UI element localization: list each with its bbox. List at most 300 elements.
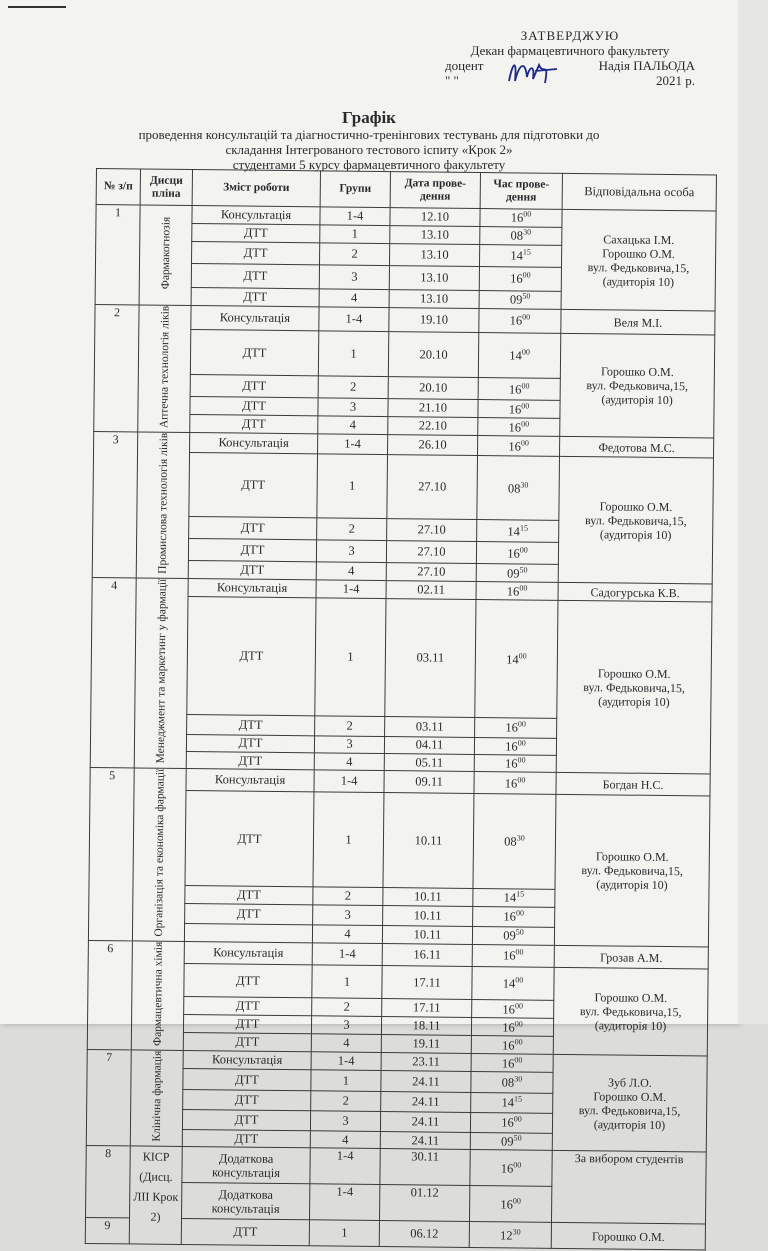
date-cell: 30.11 [380, 1149, 470, 1186]
responsible-person: За вибором студентів [574, 1151, 684, 1167]
time-cell [475, 717, 557, 738]
discipline-cell: КІСР (Дисц. ЛІІ Крок 2) [129, 1146, 182, 1245]
time-cell [476, 564, 558, 583]
responsible-person: Веля М.І. [613, 314, 663, 330]
time-hour: 08 [510, 228, 524, 244]
work-cell: Додаткова консультація [182, 1147, 310, 1184]
responsible-cell [561, 309, 715, 335]
date-cell: 19.10 [389, 308, 479, 333]
doc-subtitle-2: складання Інтегрованого тестового іспиту «Крок 2» [225, 142, 513, 157]
time-hour: 14 [503, 890, 517, 906]
work-cell: ДТТ [183, 1089, 311, 1110]
group-cell: 1 [317, 454, 388, 519]
time-cell [469, 1186, 551, 1223]
time-cell [478, 436, 560, 457]
time-cell [478, 400, 560, 419]
responsible-cell [558, 457, 713, 585]
date-cell: 09.11 [384, 771, 474, 794]
group-cell: 1 [311, 1070, 381, 1091]
group-cell: 1-4 [314, 770, 384, 793]
work-cell: ДТТ [192, 224, 320, 243]
time-min: 00 [517, 719, 526, 729]
dean-title: Декан фармацевтичного факультету [470, 43, 670, 58]
date-cell: 24.11 [380, 1131, 470, 1149]
responsible-cell [561, 209, 716, 311]
work-cell: ДТТ [181, 1219, 309, 1246]
time-cell [480, 227, 562, 246]
time-hour: 16 [501, 1115, 514, 1130]
work-cell: Консультація [186, 769, 314, 792]
time-min: 00 [513, 1114, 522, 1124]
time-min: 00 [522, 270, 531, 280]
responsible-person-2: Горошко О.М. [599, 499, 673, 515]
work-cell: ДТТ [190, 415, 318, 434]
responsible-cell [558, 583, 712, 603]
time-min: 15 [516, 889, 525, 900]
time-min: 50 [515, 927, 524, 938]
responsible-address: вул. Федьковича,15, [587, 259, 690, 275]
work-cell: ДТТ [185, 904, 313, 925]
group-cell: 1-4 [316, 580, 386, 599]
group-cell: 3 [319, 265, 389, 290]
time-min: 00 [512, 1196, 522, 1206]
time-min: 00 [514, 1055, 523, 1065]
date-cell: 02.11 [386, 581, 476, 600]
discipline-cell [132, 768, 186, 941]
time-hour: 16 [508, 382, 522, 397]
responsible-room: (аудиторія 10) [599, 527, 672, 542]
table-row [86, 1146, 706, 1188]
time-hour: 16 [502, 1038, 515, 1053]
responsible-room: (аудиторія 10) [596, 877, 668, 893]
time-cell [476, 582, 558, 601]
group-cell: 3 [316, 540, 386, 563]
discipline-name: Фармацевтична хімія [151, 941, 165, 1047]
group-cell: 1-4 [309, 1184, 379, 1221]
col-date: Дата прове-дення [390, 172, 480, 209]
time-hour: 16 [507, 546, 520, 561]
time-cell [472, 967, 554, 1001]
dean-position: доцент [445, 58, 484, 73]
date-cell: 01.12 [379, 1185, 469, 1222]
discipline-name: Організація та економіка фармації [152, 768, 167, 937]
group-cell: 3 [314, 736, 384, 754]
date-cell: 10.11 [383, 906, 473, 927]
signature [505, 55, 560, 87]
responsible-person: Федотова М.С. [598, 440, 675, 455]
responsible-address: вул. Федьковича,15, [578, 1102, 681, 1118]
group-cell: 1-4 [318, 434, 388, 455]
group-cell: 4 [311, 1034, 381, 1053]
date-cell: 12.10 [390, 208, 480, 227]
work-cell: Консультація [183, 1051, 311, 1070]
group-cell: 1-4 [312, 943, 382, 966]
responsible-person-2: Горошко О.М. [597, 666, 671, 681]
responsible-cell [551, 1223, 705, 1251]
time-cell [479, 291, 561, 310]
group-cell: 4 [314, 753, 384, 771]
time-min: 50 [513, 1133, 522, 1143]
work-cell: ДТТ [182, 1129, 310, 1148]
group-cell: 4 [319, 289, 389, 308]
date-quote: " " [445, 73, 459, 88]
responsible-address: вул. Федьковича,15, [579, 1004, 682, 1020]
discipline-cell [131, 941, 184, 1051]
work-cell: ДТТ [185, 886, 313, 905]
work-cell: Консультація [188, 579, 316, 598]
work-cell: ДТТ [184, 964, 312, 999]
responsible-person-2: Горошко О.М. [593, 1089, 667, 1104]
time-cell [480, 209, 562, 228]
group-cell: 2 [315, 716, 385, 737]
time-min: 00 [514, 1019, 523, 1029]
approval-block [445, 28, 695, 88]
discipline-cell [138, 305, 191, 433]
time-min: 00 [523, 209, 532, 219]
group-cell: 4 [316, 562, 386, 581]
responsible-cell [556, 772, 710, 796]
time-min: 00 [513, 1160, 522, 1170]
group-cell: 2 [311, 1090, 381, 1111]
group-cell: 4 [310, 1131, 380, 1149]
group-cell: 2 [318, 376, 388, 399]
responsible-cell [554, 945, 708, 969]
time-cell [471, 1054, 553, 1073]
time-min: 30 [523, 227, 532, 237]
time-cell [478, 333, 560, 379]
work-cell: Консультація [192, 206, 320, 225]
col-num: № з/п [96, 169, 140, 205]
time-min: 00 [514, 1001, 524, 1011]
time-hour: 16 [502, 948, 516, 964]
date-cell: 13.10 [390, 226, 480, 245]
date-cell: 27.10 [386, 563, 476, 582]
doc-title: Графік [342, 108, 396, 127]
time-cell [479, 245, 561, 268]
row-number: 4 [90, 578, 136, 768]
time-hour: 14 [509, 348, 522, 363]
responsible-cell [552, 1055, 707, 1153]
time-cell [471, 1018, 553, 1037]
discipline-cell [136, 432, 190, 579]
time-cell [477, 520, 559, 543]
time-min: 30 [512, 1227, 521, 1237]
work-cell: ДТТ [188, 561, 316, 580]
col-time: Час прове-дення [480, 173, 562, 210]
group-cell: 1 [312, 965, 382, 999]
group-cell: 2 [317, 518, 387, 541]
approval-year: 2021 р. [656, 73, 695, 88]
time-hour: 09 [503, 928, 516, 944]
responsible-person-2: Горошко О.М. [594, 990, 668, 1006]
doc-subtitle-1: проведення консультацій та діагностично-тренінгових тестувань для підготовки до [138, 127, 600, 142]
time-hour: 16 [504, 776, 518, 791]
time-min: 00 [518, 651, 527, 661]
time-hour: 16 [504, 756, 518, 771]
time-cell [479, 309, 561, 334]
date-cell: 03.11 [385, 716, 475, 737]
time-hour: 16 [500, 1161, 514, 1176]
col-responsible: Відповідальна особа [562, 173, 716, 211]
date-cell: 20.10 [388, 332, 478, 378]
responsible-person-2: Горошко О.М. [595, 849, 669, 865]
time-min: 00 [521, 419, 530, 429]
discipline-cell [130, 1050, 183, 1146]
date-cell: 24.11 [381, 1071, 471, 1092]
work-cell: Консультація [191, 306, 319, 331]
date-cell: 27.10 [386, 541, 476, 564]
group-cell: 4 [312, 925, 382, 944]
time-min: 00 [514, 1037, 523, 1047]
table-row [95, 304, 715, 334]
work-cell: ДТТ [183, 1015, 311, 1034]
work-cell: ДТТ [183, 1033, 311, 1052]
date-cell: 13.10 [389, 290, 479, 309]
responsible-address: вул. Федьковича,15, [586, 378, 689, 394]
row-number: 8 [86, 1146, 131, 1218]
time-min: 00 [522, 312, 531, 322]
time-cell [473, 889, 555, 908]
time-hour: 14 [510, 248, 523, 264]
time-min: 00 [521, 347, 530, 357]
responsible-room: (аудиторія 10) [602, 273, 675, 289]
time-cell [475, 600, 558, 718]
time-min: 50 [519, 565, 528, 575]
work-cell: ДТТ [190, 397, 318, 416]
group-cell: 3 [310, 1111, 380, 1132]
time-hour: 09 [501, 1134, 514, 1149]
responsible-cell [554, 794, 710, 947]
time-cell [470, 1132, 552, 1150]
group-cell: 2 [313, 887, 383, 906]
group-cell: 1-4 [310, 1148, 380, 1185]
date-cell: 13.10 [389, 266, 479, 291]
time-hour: 16 [510, 210, 524, 226]
time-cell [472, 945, 554, 968]
date-cell: 18.11 [381, 1017, 471, 1036]
time-min: 15 [522, 247, 531, 257]
time-min: 00 [515, 975, 524, 985]
time-cell [470, 1112, 552, 1133]
group-cell: 3 [318, 398, 388, 417]
time-cell [474, 737, 556, 755]
group-cell: 2 [312, 998, 382, 1017]
time-min: 00 [519, 545, 528, 555]
date-cell: 04.11 [384, 736, 474, 754]
time-hour: 16 [501, 1056, 515, 1071]
time-hour: 14 [506, 652, 519, 667]
group-cell: 1-4 [311, 1052, 381, 1071]
date-cell: 17.11 [382, 999, 472, 1018]
responsible-person: Горошко О.М. [591, 1229, 665, 1244]
time-hour: 16 [509, 313, 523, 329]
time-hour: 16 [508, 420, 522, 435]
group-cell: 1 [320, 225, 390, 244]
time-cell [473, 794, 556, 890]
time-cell [478, 378, 560, 401]
date-cell: 03.11 [385, 599, 476, 717]
group-cell: 3 [313, 905, 383, 926]
time-hour: 16 [506, 584, 520, 599]
date-cell: 17.11 [382, 966, 472, 1000]
work-cell: Консультація [184, 942, 312, 965]
responsible-cell [551, 1151, 706, 1225]
discipline-name: Фармакогнозія [159, 216, 172, 290]
time-cell [473, 907, 555, 928]
discipline-cell [134, 578, 188, 768]
responsible-person: Богдан Н.С. [602, 776, 664, 792]
time-cell [471, 1092, 553, 1113]
time-cell [471, 1036, 553, 1055]
responsible-cell [556, 601, 712, 774]
row-number: 5 [88, 768, 134, 941]
work-cell [184, 924, 312, 943]
time-hour: 14 [501, 1095, 515, 1110]
group-cell: 1-4 [319, 307, 389, 332]
time-min: 00 [517, 755, 526, 765]
time-hour: 12 [500, 1228, 513, 1243]
responsible-person: Сахацька І.М. [603, 231, 675, 247]
time-hour: 08 [507, 481, 521, 496]
time-min: 50 [522, 291, 531, 301]
doc-subtitle-3: студентами 5 курсу фармацевтичного факультету [232, 157, 506, 172]
time-hour: 16 [502, 1002, 516, 1017]
date-line [445, 73, 695, 88]
time-cell [479, 267, 561, 292]
col-groups: Групи [320, 171, 390, 208]
time-cell [477, 456, 560, 521]
work-cell: ДТТ [182, 1109, 310, 1130]
work-cell: ДТТ [190, 375, 318, 398]
group-cell: 1 [309, 1220, 379, 1247]
time-hour: 09 [506, 566, 520, 581]
work-cell: ДТТ [183, 1069, 311, 1090]
date-cell: 27.10 [387, 455, 478, 520]
group-cell: 4 [318, 416, 388, 435]
responsible-room: (аудиторія 10) [593, 1117, 666, 1132]
time-min: 30 [514, 1074, 523, 1084]
work-cell: ДТТ [186, 734, 314, 752]
time-cell [474, 772, 556, 795]
time-min: 00 [515, 947, 524, 958]
responsible-person-2: Горошко О.М. [602, 245, 676, 261]
time-hour: 08 [501, 1075, 515, 1090]
col-discipline: Дисци пліна [140, 169, 192, 206]
discipline-cell [139, 205, 192, 306]
time-hour: 16 [502, 1020, 515, 1035]
date-cell: 22.10 [388, 417, 478, 436]
time-min: 00 [517, 775, 526, 785]
row-number: 6 [87, 941, 132, 1051]
responsible-address: вул. Федьковича,15, [581, 863, 684, 879]
work-cell: ДТТ [188, 539, 316, 562]
approve-label: ЗАТВЕРДЖУЮ [520, 28, 620, 43]
work-cell: ДТТ [189, 453, 318, 518]
time-cell [478, 418, 560, 437]
time-min: 30 [520, 480, 529, 490]
time-hour: 09 [509, 292, 523, 308]
group-cell: 3 [311, 1016, 381, 1035]
time-min: 15 [513, 1094, 523, 1104]
time-hour: 16 [500, 1197, 513, 1212]
date-cell: 26.10 [388, 435, 478, 456]
date-cell: 16.11 [382, 944, 472, 967]
work-cell: ДТТ [190, 330, 318, 377]
responsible-room: (аудиторія 10) [594, 1018, 667, 1034]
date-cell: 19.11 [381, 1035, 471, 1054]
responsible-cell [553, 967, 708, 1056]
row-number: 7 [86, 1050, 131, 1146]
work-cell: ДТТ [187, 714, 315, 735]
time-min: 00 [521, 401, 530, 411]
time-hour: 16 [505, 720, 518, 735]
discipline-name: Аптечна технологія ліків [157, 305, 172, 429]
time-hour: 08 [504, 834, 517, 849]
responsible-person: Зуб Л.О. [607, 1075, 652, 1090]
discipline-name: Промислова технологія ліків [156, 433, 170, 575]
responsible-person-2: Горошко О.М. [600, 364, 674, 380]
col-work: Зміст роботи [192, 170, 320, 207]
work-cell: ДТТ [191, 264, 319, 289]
time-hour: 14 [502, 976, 516, 991]
time-hour: 16 [503, 909, 517, 925]
time-cell [469, 1222, 551, 1249]
time-cell [471, 1072, 553, 1093]
date-cell: 23.11 [381, 1053, 471, 1072]
time-hour: 16 [505, 739, 518, 754]
group-cell: 1 [315, 598, 386, 716]
pen-mark [8, 6, 66, 8]
time-cell [474, 754, 556, 772]
responsible-room: (аудиторія 10) [598, 694, 670, 709]
time-min: 00 [517, 738, 526, 748]
time-min: 30 [516, 833, 525, 843]
responsible-cell [560, 333, 715, 438]
date-cell: 24.11 [381, 1091, 471, 1112]
work-cell: ДТТ [186, 751, 314, 769]
time-cell [470, 1150, 552, 1187]
row-number: 3 [92, 432, 138, 579]
discipline-name: Клінічна фармація [150, 1050, 164, 1143]
time-hour: 16 [508, 402, 522, 417]
group-cell: 1 [318, 331, 388, 377]
background-sheet [738, 0, 768, 1024]
group-cell: 1-4 [320, 207, 390, 226]
time-cell [476, 542, 558, 565]
time-cell [472, 927, 554, 946]
row-number: 2 [94, 304, 139, 432]
work-cell: Додаткова консультація [182, 1183, 310, 1220]
responsible-address: вул. Федьковича,15, [584, 513, 687, 529]
time-hour: 16 [508, 439, 521, 454]
responsible-person: Грозав А.М. [600, 949, 663, 965]
dean-name: Надія ПАЛЬОДА [598, 58, 695, 73]
group-cell: 1 [313, 792, 384, 888]
date-cell: 24.11 [380, 1111, 470, 1132]
date-cell: 06.12 [379, 1221, 469, 1248]
date-cell: 10.11 [383, 888, 473, 907]
work-cell: ДТТ [189, 517, 317, 540]
date-cell: 10.11 [382, 926, 472, 945]
responsible-address: вул. Федьковича,15, [583, 679, 685, 696]
date-cell: 27.10 [387, 519, 477, 542]
work-cell: ДТТ [185, 791, 314, 887]
work-cell: ДТТ [187, 597, 316, 716]
date-cell: 20.10 [388, 377, 478, 400]
time-min: 00 [515, 908, 525, 919]
date-cell: 05.11 [384, 754, 474, 772]
time-min: 00 [520, 438, 529, 448]
